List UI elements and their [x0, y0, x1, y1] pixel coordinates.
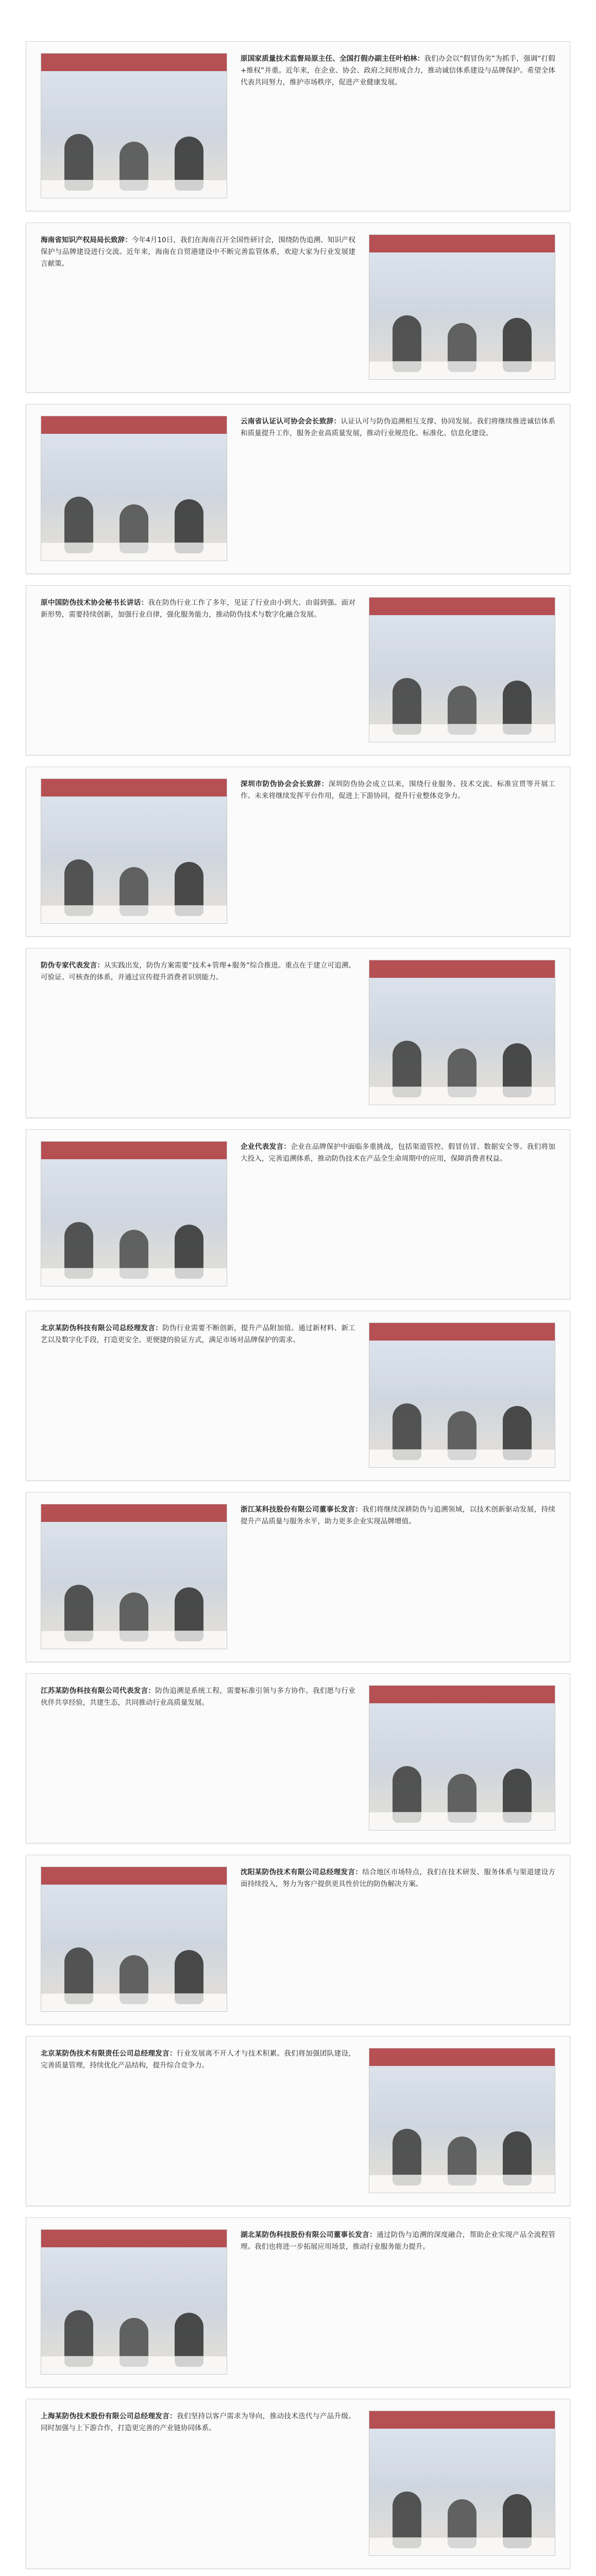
- speaker-name: 企业代表发言：: [241, 1143, 291, 1151]
- speaker-photo: [41, 53, 227, 198]
- photo-table: [41, 1631, 227, 1649]
- speaker-photo: [41, 1141, 227, 1286]
- photo-table: [369, 2537, 555, 2555]
- speech-text: [41, 960, 355, 1106]
- photo-banner: [41, 1504, 227, 1522]
- speech-card: [26, 404, 570, 574]
- photo-banner: [41, 54, 227, 71]
- speaker-name: 北京某防伪技术有限责任公司总经理发言：: [41, 2049, 177, 2058]
- speech-summary: 今年4月10日，我们在海南召开全国性研讨会，围绕防伪追溯、知识产权保护与品牌建设进行交流。近年来，海南在自贸港建设中不断完善监管体系，欢迎大家为行业发展建言献策。: [41, 236, 355, 268]
- photo-banner: [369, 2048, 555, 2066]
- photo-banner: [369, 2411, 555, 2429]
- speaker-photo: [41, 1867, 227, 2012]
- speech-summary: 我们坚持以客户需求为导向，推动技术迭代与产品升级。同时加强与上下游合作，打造更完善的产业链协同体系。: [41, 2412, 355, 2432]
- speaker-name: 江苏某防伪科技有限公司代表发言：: [41, 1687, 156, 1695]
- speech-card: [26, 1129, 570, 1299]
- photo-banner: [41, 1142, 227, 1159]
- photo-table: [41, 543, 227, 561]
- speech-card: [26, 585, 570, 755]
- photo-banner: [369, 960, 555, 978]
- speaker-photo: [369, 2048, 555, 2193]
- photo-banner: [41, 2230, 227, 2247]
- speech-summary: 我们将继续深耕防伪与追溯领域，以技术创新驱动发展，持续提升产品质量与服务水平，助力更多企业实现品牌增值。: [241, 1505, 555, 1526]
- photo-table: [41, 180, 227, 198]
- speech-summary: 防伪行业需要不断创新，提升产品附加值。通过新材料、新工艺以及数字化手段，打造更安全、更便捷的验证方式，满足市场对品牌保护的需求。: [41, 1324, 355, 1344]
- speech-card: [26, 223, 570, 393]
- speaker-name: 原国家质量技术监督局原主任、全国打假办副主任叶柏林：: [241, 55, 424, 63]
- speech-text: [41, 2048, 355, 2194]
- speech-text: [241, 1504, 555, 1650]
- speech-summary: 我在防伪行业工作了多年，见证了行业由小到大、由弱到强。面对新形势，需要持续创新，加强行业自律，强化服务能力，推动防伪技术与数字化融合发展。: [41, 599, 355, 619]
- speech-card: [26, 1673, 570, 1843]
- photo-banner: [41, 1867, 227, 1885]
- speech-card: [26, 1855, 570, 2025]
- speech-text: [241, 2229, 555, 2376]
- speaker-photo: [369, 1323, 555, 1468]
- speaker-photo: [41, 416, 227, 561]
- photo-banner: [41, 416, 227, 434]
- photo-banner: [369, 1323, 555, 1341]
- speech-summary: 结合地区市场特点，我们在技术研发、服务体系与渠道建设方面持续投入，努力为客户提供更具性价比的防伪解决方案。: [241, 1868, 555, 1888]
- speech-text: [241, 53, 555, 199]
- speech-text: [41, 2411, 355, 2557]
- speech-summary: 防伪追溯是系统工程，需要标准引领与多方协作。我们愿与行业伙伴共享经验，共建生态，共同推动行业高质量发展。: [41, 1687, 355, 1707]
- speech-summary: 从实践出发，防伪方案需要“技术+管理+服务”综合推进。重点在于建立可追溯、可验证、可核查的体系，并通过宣传提升消费者识别能力。: [41, 961, 355, 981]
- photo-table: [41, 1268, 227, 1286]
- speaker-photo: [369, 234, 555, 380]
- speech-card: [26, 2217, 570, 2387]
- speaker-name: 防伪专家代表发言：: [41, 961, 104, 970]
- speaker-name: 湖北某防伪科技股份有限公司董事长发言：: [241, 2231, 377, 2239]
- speaker-photo: [41, 778, 227, 924]
- speaker-name: 上海某防伪技术股份有限公司总经理发言：: [41, 2412, 177, 2420]
- speaker-name: 北京某防伪科技有限公司总经理发言：: [41, 1324, 163, 1332]
- speech-summary: 认证认可与防伪追溯相互支撑、协同发展。我们将继续推进诚信体系和质量提升工作，服务企业高质量发展，推动行业规范化、标准化、信息化建设。: [241, 417, 555, 437]
- speech-summary: 我们办会以“假冒伪劣”为抓手，强调“打假+维权”并重。近年来，在企业、协会、政府之间形成合力，推动诚信体系建设与品牌保护。希望全体代表共同努力，维护市场秩序，促进产业健康发展。: [241, 55, 555, 87]
- speech-text: [241, 778, 555, 925]
- speech-text: [41, 234, 355, 381]
- photo-table: [369, 361, 555, 379]
- photo-table: [369, 1449, 555, 1467]
- speech-text: [241, 1141, 555, 1287]
- photo-table: [369, 1087, 555, 1105]
- photo-banner: [369, 235, 555, 252]
- speech-text: [41, 597, 355, 743]
- speaker-name: 原中国防伪技术协会秘书长讲话：: [41, 599, 148, 607]
- speech-card: [26, 41, 570, 211]
- speech-text: [241, 416, 555, 562]
- speaker-name: 海南省知识产权局局长致辞：: [41, 236, 132, 244]
- speech-text: [241, 1867, 555, 2013]
- speaker-photo: [369, 2411, 555, 2556]
- photo-table: [41, 2356, 227, 2374]
- speech-card: [26, 767, 570, 937]
- speech-card: [26, 2036, 570, 2206]
- speaker-photo: [41, 1504, 227, 1649]
- photo-table: [369, 2175, 555, 2193]
- speaker-photo: [369, 1685, 555, 1831]
- speech-text: [41, 1685, 355, 1832]
- speaker-name: 浙江某科技股份有限公司董事长发言：: [241, 1505, 363, 1514]
- speech-card: [26, 1492, 570, 1662]
- photo-table: [41, 1993, 227, 2011]
- speech-summary: 通过防伪与追溯的深度融合，帮助企业实现产品全流程管理。我们也将进一步拓展应用场景，推动行业服务能力提升。: [241, 2231, 555, 2251]
- photo-table: [41, 905, 227, 923]
- speaker-photo: [41, 2229, 227, 2375]
- photo-table: [369, 724, 555, 742]
- speech-text: [41, 1323, 355, 1469]
- photo-banner: [369, 598, 555, 615]
- photo-banner: [369, 1686, 555, 1703]
- speech-summary: 行业发展离不开人才与技术积累。我们将加强团队建设，完善质量管理，持续优化产品结构，提升综合竞争力。: [41, 2049, 355, 2070]
- speaker-photo: [369, 960, 555, 1105]
- photo-table: [369, 1812, 555, 1830]
- speech-card: [26, 1311, 570, 1481]
- speaker-name: 沈阳某防伪技术有限公司总经理发言：: [241, 1868, 363, 1876]
- speaker-photo: [369, 597, 555, 742]
- speech-summary: 企业在品牌保护中面临多重挑战，包括渠道管控、假冒仿冒、数据安全等。我们将加大投入，完善追溯体系，推动防伪技术在产品全生命周期中的应用，保障消费者权益。: [241, 1143, 555, 1163]
- speech-card: [26, 2399, 570, 2569]
- speaker-name: 深圳市防伪协会会长致辞：: [241, 780, 329, 788]
- page: [26, 41, 570, 2576]
- speech-card: [26, 948, 570, 1118]
- photo-banner: [41, 779, 227, 796]
- speech-summary: 深圳防伪协会成立以来，围绕行业服务、技术交流、标准宣贯等开展工作。未来将继续发挥平台作用，促进上下游协同，提升行业整体竞争力。: [241, 780, 555, 800]
- speaker-name: 云南省认证认可协会会长致辞：: [241, 417, 341, 426]
